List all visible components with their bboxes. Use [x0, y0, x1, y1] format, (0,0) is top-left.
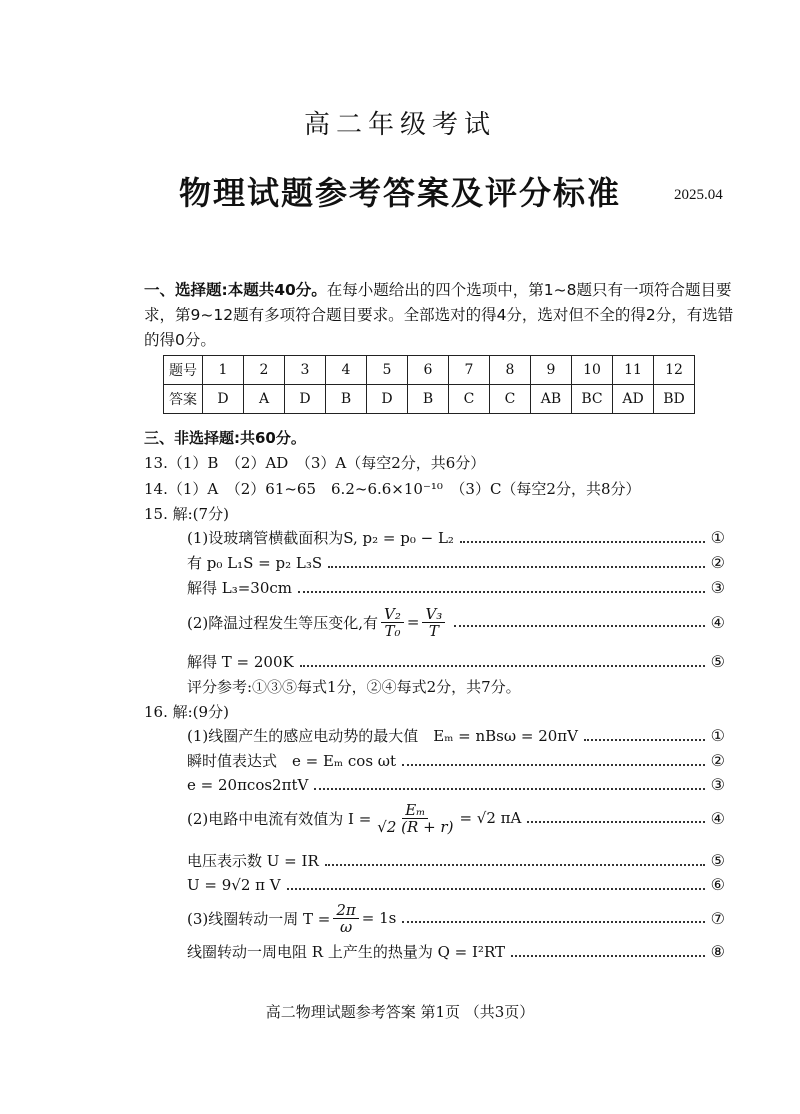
fraction-numerator: V₂: [381, 606, 404, 623]
equation-marker: ⑤: [710, 851, 725, 870]
q15-title: 15. 解:(7分): [144, 505, 229, 523]
equation-marker: ⑧: [710, 942, 725, 961]
exam-title: 高二年级考试: [303, 110, 496, 140]
table-cell: AD: [613, 385, 654, 414]
answer-table: [163, 355, 695, 414]
equation-marker: ④: [710, 612, 725, 632]
equation-marker: ③: [710, 578, 725, 597]
equals-sign: =: [406, 613, 420, 631]
leader-dots: [511, 955, 705, 957]
row-label: 答案: [164, 385, 203, 414]
q16-line-result: = 1s: [361, 909, 397, 927]
table-cell: 6: [408, 356, 449, 385]
table-cell: BC: [572, 385, 613, 414]
fraction-denominator: T: [428, 621, 439, 640]
q16-line-4: [187, 798, 725, 838]
answer-table-answer-row: [164, 385, 695, 414]
q15-line-text: 解得 T = 200K: [187, 653, 294, 671]
table-cell: 8: [490, 356, 531, 385]
q16-title: 16. 解:(9分): [144, 703, 229, 721]
equation-marker: ①: [710, 528, 725, 547]
q16-line-7: [187, 898, 725, 938]
q15-line-text: 解得 L₃=30cm: [187, 579, 293, 597]
leader-dots: [325, 864, 705, 866]
table-cell: D: [285, 385, 326, 414]
page-footer: 高二物理试题参考答案 第1页 （共3页）: [265, 1003, 535, 1021]
equation-marker: ②: [710, 751, 725, 770]
q15-line-2: [187, 552, 725, 573]
equation-marker: ②: [710, 553, 725, 572]
fraction-v3-t: [422, 606, 445, 639]
section3-heading: 三、非选择题:共60分。: [144, 429, 306, 447]
q15-scoring: 评分参考:①③⑤每式1分，②④每式2分，共7分。: [187, 678, 521, 696]
table-cell: 12: [654, 356, 695, 385]
equation-marker: ①: [710, 726, 725, 745]
table-cell: C: [490, 385, 531, 414]
q16-line-text: (2)电路中电流有效值为 I =: [187, 809, 372, 828]
q16-line-5: [187, 850, 725, 871]
leader-dots: [328, 566, 705, 568]
table-cell: B: [326, 385, 367, 414]
q15-line-4: [187, 603, 725, 641]
fraction-numerator: Eₘ: [402, 802, 428, 819]
leader-dots: [584, 739, 705, 741]
fraction-period: [333, 902, 358, 935]
fraction-denominator: ω: [339, 917, 353, 936]
q15-line-text: 有 p₀ L₁S = p₂ L₃S: [187, 554, 323, 572]
q16-line-text: 电压表示数 U = IR: [187, 852, 319, 870]
leader-dots: [460, 541, 705, 543]
row-label: 题号: [164, 356, 203, 385]
q16-line-1: [187, 725, 725, 746]
table-cell: D: [203, 385, 244, 414]
fraction-numerator: 2π: [333, 902, 358, 919]
table-cell: A: [244, 385, 285, 414]
leader-dots: [298, 591, 705, 593]
table-cell: 3: [285, 356, 326, 385]
q15-line-3: [187, 577, 725, 598]
leader-dots: [402, 921, 704, 923]
section1-instructions: [144, 278, 734, 353]
equation-marker: ④: [710, 808, 725, 828]
q15-line-text: (2)降温过程发生等压变化,有: [187, 613, 379, 632]
leader-dots: [402, 764, 705, 766]
document-date: 2025.04: [674, 187, 723, 203]
leader-dots: [527, 821, 704, 823]
section1-heading: 一、选择题:本题共40分。: [144, 281, 327, 299]
q16-line-text: U = 9√2 π V: [187, 875, 281, 894]
fraction-denominator: √2 (R + r): [377, 817, 454, 836]
equation-marker: ⑥: [710, 875, 725, 894]
leader-dots: [300, 665, 705, 667]
q16-line-8: [187, 941, 725, 962]
fraction-current: [374, 802, 456, 835]
q16-line-text: (3)线圈转动一周 T =: [187, 909, 331, 928]
q15-line-5: [187, 651, 725, 672]
q16-line-3: [187, 775, 725, 794]
table-cell: BD: [654, 385, 695, 414]
table-cell: 1: [203, 356, 244, 385]
answer-table-number-row: [164, 356, 695, 385]
fraction-denominator: T₀: [384, 621, 401, 640]
table-cell: 10: [572, 356, 613, 385]
q16-line-text: e = 20πcos2πtV: [187, 775, 309, 794]
leader-dots: [287, 888, 705, 890]
table-cell: 5: [367, 356, 408, 385]
document-title: 物理试题参考答案及评分标准: [178, 174, 621, 212]
table-cell: D: [367, 385, 408, 414]
table-cell: 2: [244, 356, 285, 385]
equation-marker: ⑤: [710, 652, 725, 671]
table-cell: 9: [531, 356, 572, 385]
q13-answer: 13.（1）B （2）AD （3）A（每空2分，共6分）: [144, 454, 486, 472]
q16-line-text: 线圈转动一周电阻 R 上产生的热量为 Q = I²RT: [187, 943, 505, 961]
q16-line-2: [187, 750, 725, 771]
table-cell: 11: [613, 356, 654, 385]
table-cell: AB: [531, 385, 572, 414]
fraction-v2-t0: [381, 606, 404, 639]
equation-marker: ③: [710, 775, 725, 794]
table-cell: 7: [449, 356, 490, 385]
q16-line-result: = √2 πA: [459, 809, 522, 827]
q16-line-text: (1)线圈产生的感应电动势的最大值 Eₘ = nBsω = 20πV: [187, 727, 578, 745]
q16-line-text: 瞬时值表达式 e = Eₘ cos ωt: [187, 752, 397, 770]
equation-marker: ⑦: [710, 908, 725, 928]
q15-line-text: (1)设玻璃管横截面积为S, p₂ = p₀ − L₂: [187, 529, 454, 547]
q16-line-6: [187, 875, 725, 894]
q14-answer: 14.（1）A （2）61~65 6.2~6.6×10⁻¹⁰ （3）C（每空2分，共8分）: [144, 480, 641, 498]
leader-dots: [454, 625, 704, 627]
leader-dots: [314, 788, 704, 790]
fraction-numerator: V₃: [422, 606, 445, 623]
table-cell: C: [449, 385, 490, 414]
section1-text: 在每小题给出的四个选项中，第1~8题只有一项符合题目要求，第9~12题有多项符合题目要求。全部选对的得4分，选对但不全的得2分，有选错的得0分。: [144, 281, 734, 349]
q15-line-1: [187, 527, 725, 548]
table-cell: 4: [326, 356, 367, 385]
table-cell: B: [408, 385, 449, 414]
